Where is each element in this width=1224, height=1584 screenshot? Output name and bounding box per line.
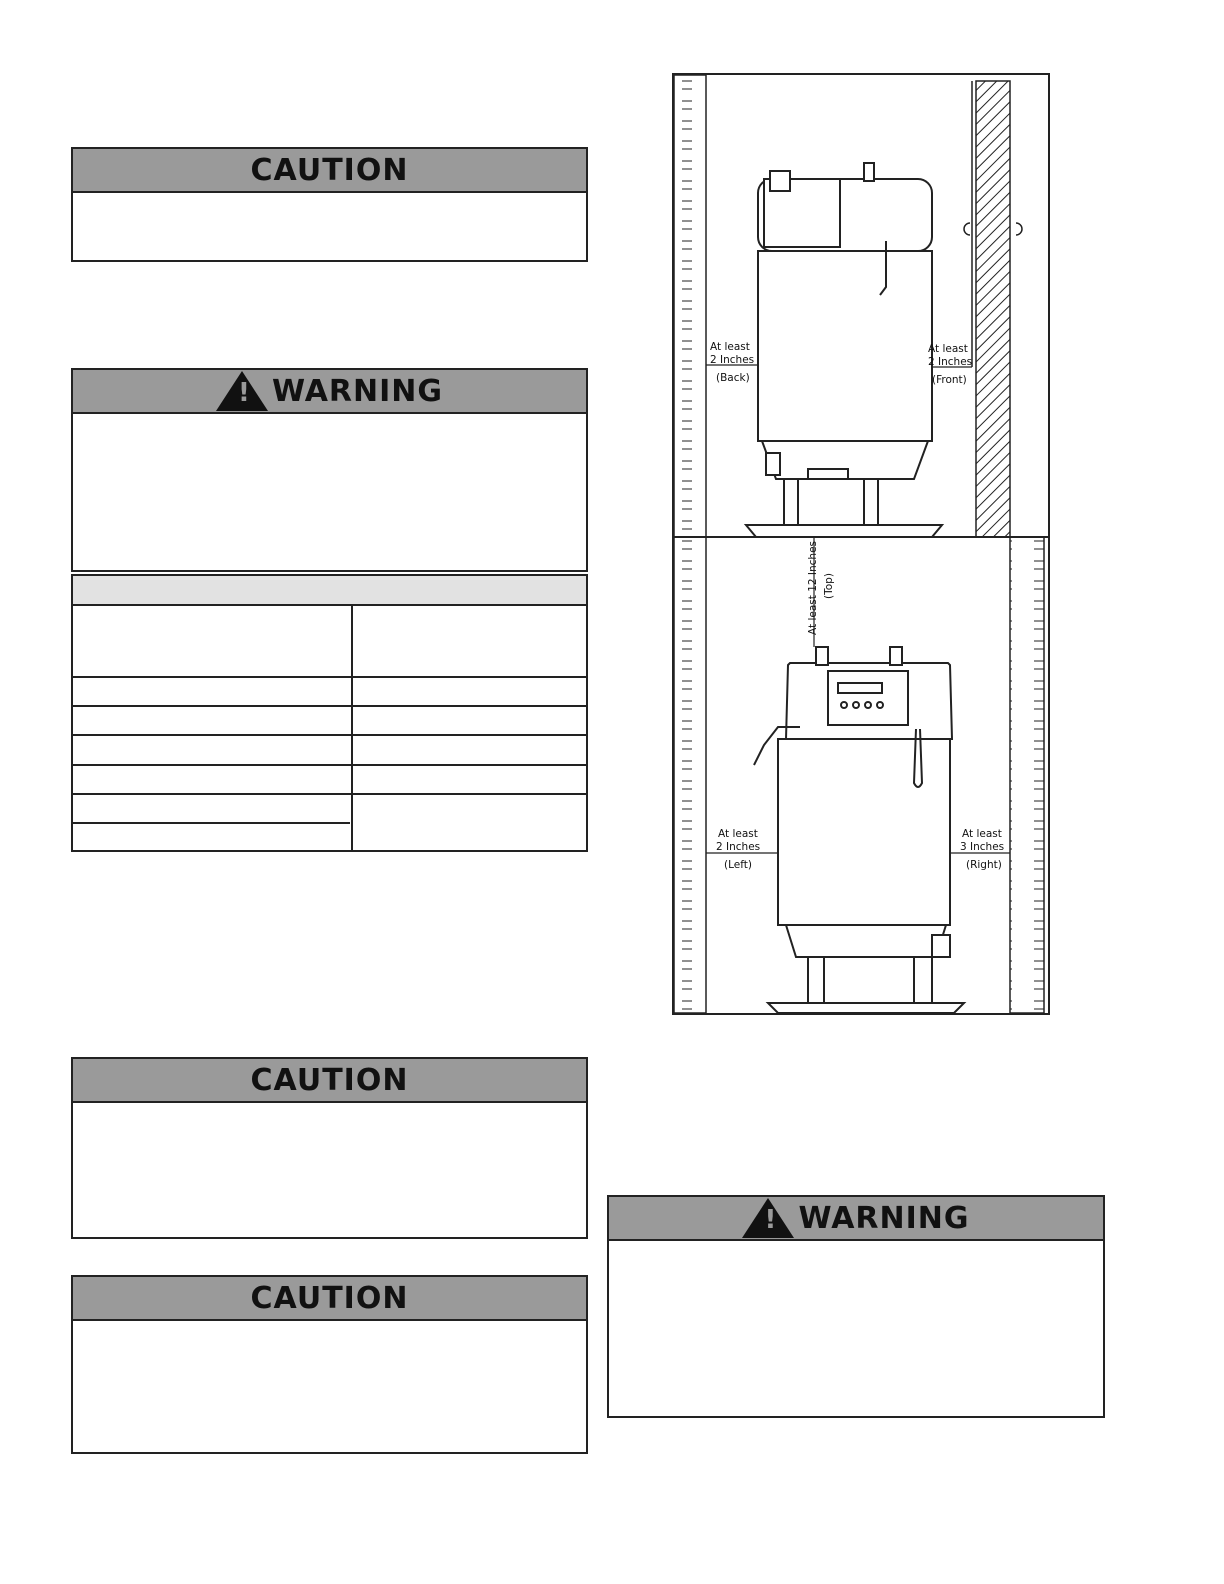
table-row xyxy=(73,793,586,795)
front-label-1: At least xyxy=(928,343,968,355)
caution-box-1 xyxy=(71,147,588,262)
back-label-3: (Back) xyxy=(716,372,750,384)
warning-box-1 xyxy=(71,368,588,572)
left-label-3: (Left) xyxy=(724,859,752,871)
left-label-1: At least xyxy=(718,828,758,840)
right-wall xyxy=(1010,537,1044,1013)
table-row xyxy=(73,764,586,766)
warning-header-text: WARNING xyxy=(798,1200,970,1236)
warning-box-2 xyxy=(607,1195,1105,1418)
clearance-figure xyxy=(672,73,1050,1015)
table-column-divider xyxy=(351,604,353,850)
caution-header: CAUTION xyxy=(73,149,586,193)
clearance-diagram xyxy=(674,75,1048,1013)
caution-box-2 xyxy=(71,1057,588,1239)
top-label-2: (Top) xyxy=(823,573,835,599)
caution-header: CAUTION xyxy=(73,1059,586,1103)
clearance-table xyxy=(71,574,588,852)
table-row xyxy=(73,734,586,736)
warning-header-text: WARNING xyxy=(271,373,444,409)
right-label-2: 3 Inches xyxy=(960,841,1005,853)
warning-header xyxy=(73,370,586,414)
back-wall xyxy=(674,75,706,537)
warning-triangle-icon: ! xyxy=(216,371,268,411)
unit-side-view xyxy=(746,163,942,537)
front-label-2: 2 Inches xyxy=(928,356,973,368)
back-label-1: At least xyxy=(710,341,750,353)
warning-header xyxy=(609,1197,1103,1241)
right-label-3: (Right) xyxy=(966,859,1002,871)
warning-triangle-icon: ! xyxy=(742,1198,794,1238)
table-row xyxy=(73,676,586,678)
right-label-1: At least xyxy=(962,828,1002,840)
back-label-2: 2 Inches xyxy=(710,354,755,366)
unit-front-view xyxy=(754,647,964,1013)
table-header-row xyxy=(73,576,586,604)
top-label-1: At least 12 Inches xyxy=(807,541,819,635)
left-wall xyxy=(674,537,706,1013)
front-door-wall xyxy=(976,81,1010,537)
caution-header: CAUTION xyxy=(73,1277,586,1321)
table-row xyxy=(73,705,586,707)
table-row xyxy=(73,604,586,606)
front-label-3: (Front) xyxy=(932,374,967,386)
caution-box-3 xyxy=(71,1275,588,1454)
table-row xyxy=(73,822,350,824)
left-label-2: 2 Inches xyxy=(716,841,761,853)
